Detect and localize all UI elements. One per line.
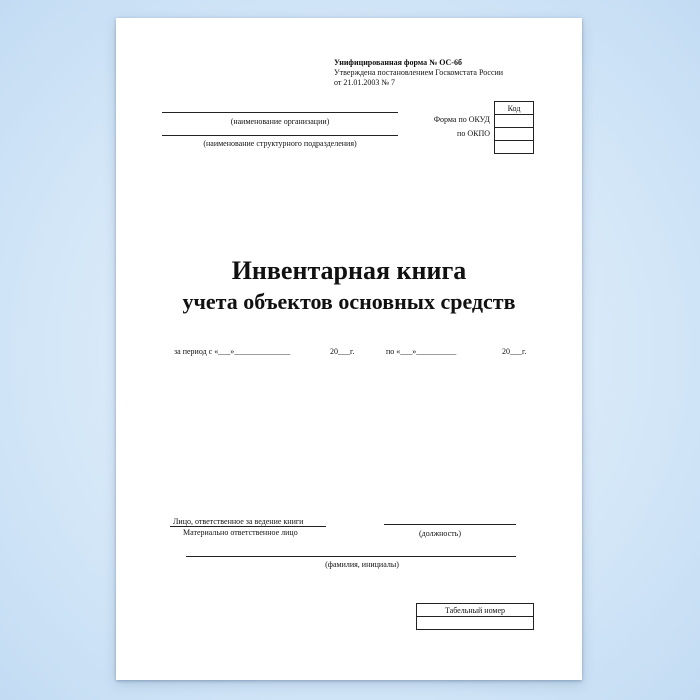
dept-name-caption: (наименование структурного подразделения) bbox=[203, 139, 357, 148]
okud-label: Форма по ОКУД bbox=[433, 115, 490, 124]
period-to[interactable]: по «___»__________ bbox=[386, 347, 457, 356]
period-to-year[interactable]: 20___г. bbox=[502, 347, 527, 356]
document-title: Инвентарная книга bbox=[231, 256, 467, 285]
tabel-table bbox=[416, 603, 534, 630]
document-page bbox=[116, 18, 582, 680]
okud-code-cell[interactable] bbox=[495, 115, 534, 128]
dept-name-line[interactable] bbox=[162, 135, 398, 136]
document-subtitle: учета объектов основных средств bbox=[182, 289, 516, 314]
approval-line-2: от 21.01.2003 № 7 bbox=[334, 78, 396, 87]
responsible-line-2: Материально ответственное лицо bbox=[183, 528, 298, 537]
name-caption: (фамилия, инициалы) bbox=[325, 560, 399, 569]
form-header bbox=[334, 58, 503, 88]
period-from-year[interactable]: 20___г. bbox=[330, 347, 355, 356]
code-header: Код bbox=[495, 102, 534, 115]
tabel-value-cell[interactable] bbox=[417, 617, 534, 630]
org-name-caption: (наименование организации) bbox=[230, 117, 330, 126]
org-name-line[interactable] bbox=[162, 112, 398, 113]
okpo-code-cell[interactable] bbox=[495, 128, 534, 141]
okpo-label: по ОКПО bbox=[457, 129, 490, 138]
responsible-line-1: Лицо, ответственное за ведение книги bbox=[173, 517, 304, 526]
responsible-underline bbox=[170, 526, 326, 527]
tabel-label: Табельный номер bbox=[417, 604, 534, 617]
name-line[interactable] bbox=[186, 556, 516, 557]
codes-table bbox=[494, 101, 534, 154]
position-line[interactable] bbox=[384, 524, 516, 525]
position-caption: (должность) bbox=[419, 529, 461, 538]
form-name: Унифицированная форма № ОС-6б bbox=[334, 58, 462, 67]
period-from[interactable]: за период с «___»______________ bbox=[174, 347, 291, 356]
approval-line-1: Утверждена постановлением Госкомстата России bbox=[334, 68, 504, 77]
extra-code-cell[interactable] bbox=[495, 141, 534, 154]
